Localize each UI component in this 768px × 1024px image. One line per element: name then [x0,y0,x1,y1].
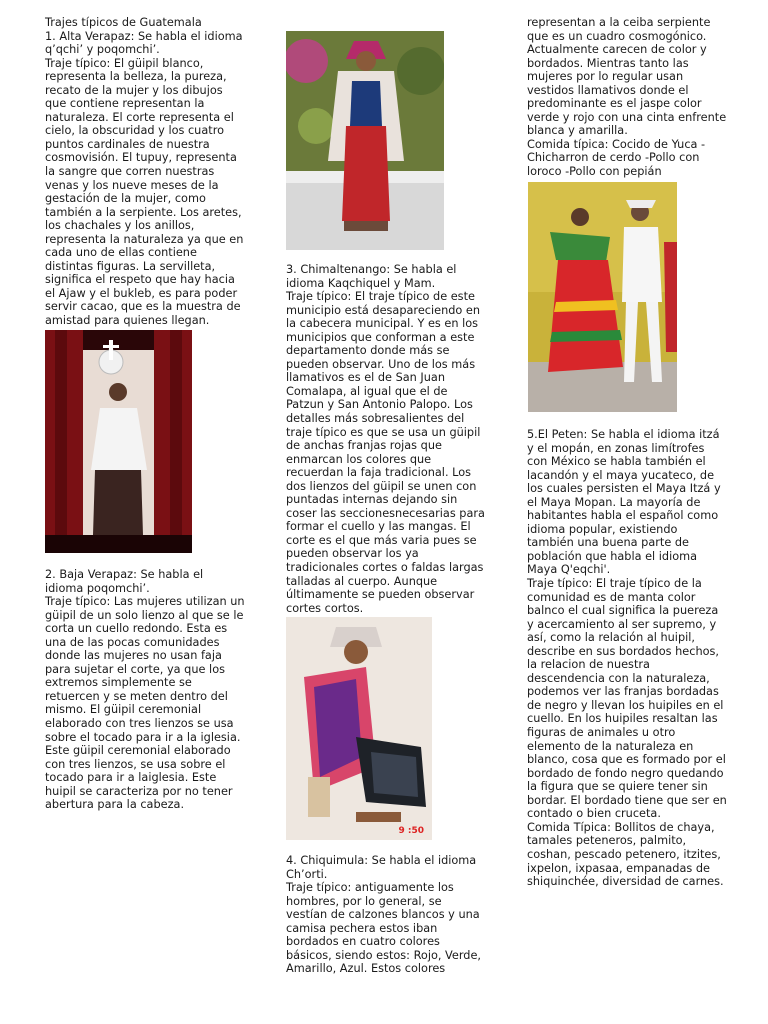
chiquimula-continued-section [527,16,727,179]
chiquimula-body: Traje típico: antiguamente los hombres, por lo general, se vestían de calzones blancos y una camisa pechera estos iban bordados en cuatro colores básicos, siendo estos: Rojo, Verde, Amarillo, Azul. Estos colores [286,881,482,976]
column-1 [45,16,245,328]
chiquimula-block [286,854,486,976]
photo-date-stamp: 9 :50 [398,826,424,836]
alta-verapaz-body: Traje típico: El güipil blanco, representa la belleza, la pureza, recato de la mujer y los dibujos que contiene representan la naturaleza. El corte representa el cielo, la obscuridad y los cuatro puntos cardinales de nuestra cosmovisión. El tupuy, representa la sangre que corren nuestras venas y los nueve meses de la gestación de la mujer, como también a la serpiente. Los aretes, los chachales y los anillos, representa la naturaleza ya que en cada uno de ellas contiene distintas figuras. La servilleta, significa el respeto que hay hacia el Ajaw y el bukleb, es para poder servir cacao, que es la muestra de amistad para quienes llegan. [45,56,244,328]
photo-dancers [528,182,677,412]
photo-alta-verapaz-woman [45,330,192,553]
el-peten-section [527,428,727,889]
el-peten-food: Comida Típica: Bollitos de chaya, tamales peteneros, palmito, coshan, pescado petenero, itzites, ixpelon, ixpasaa, empanadas de shiquinchée, diversidad de carnes. [527,820,724,889]
el-peten-body: Traje típico: El traje típico de la comunidad es de manta color balnco el cual significa la puereza y acercamiento al ser supremo, y así, como la relación al huipil, describe en sus bordados hechos, la relacion de nuestra descendencia con la naturaleza, podemos ver las franjas bordadas de negro y llevan los huipiles en el cuello. En los huipiles resaltan las figuras de animales u otro elemento de la naturaleza en blanco, cosa que es formado por el bordado de fondo negro quedando la figura que se quiere tener sin bordar. El bordado tiene que ser en contado o bien cruceta. [527,577,727,821]
photo-alta-verapaz-costume [286,31,444,250]
baja-verapaz-body: Traje típico: Las mujeres utilizan un güipil de un solo lienzo al que se le corta un cuello redondo. Esta es una de las pocas comunidades donde las mujeres no usan faja para sujetar el corte, ya que los extremos simplemente se retuercen y se meten dentro del mismo. El güipil ceremonial elaborado con tres lienzos se usa sobre el tocado para ir a la iglesia. Este güipil ceremonial elaborado con tres lienzos, se usa sobre el tocado para ir a laiglesia. Este huipil se caracteriza por no tener abertura para la cabeza. [45,595,245,812]
chiquimula-food: Comida típica: Cocido de Yuca -Chicharron de cerdo -Pollo con loroco -Pollo con pepián [527,137,706,179]
chimaltenango-block [286,263,486,615]
alta-verapaz-heading: 1. Alta Verapaz: Se habla el idioma q’qchi’ y poqomchi’. [45,29,243,57]
baja-verapaz-section [45,568,245,812]
chiquimula-heading: 4. Chiquimula: Se habla el idioma Ch’orti. [286,854,477,881]
alta-verapaz-section [45,16,245,328]
el-peten-block [527,428,727,889]
photo-chiquimula-woman [286,617,432,840]
page-title: Trajes típicos de Guatemala [45,16,202,29]
chimaltenango-heading: 3. Chimaltenango: Se habla el idioma Kaqchiquel y Mam. [286,263,457,290]
baja-verapaz-block [45,568,245,812]
chimaltenango-section [286,263,486,615]
chiquimula-continued-body: representan a la ceiba serpiente que es un cuadro cosmogónico. Actualmente carecen de color y bordados. Mientras tanto las mujeres por lo regular usan vestidos llamativos donde el predominante es el jaspe color verde y rojo con una cinta enfrente blanca y amarilla. [527,16,727,138]
chiquimula-continued-block [527,16,727,179]
chimaltenango-body: Traje típico: El traje típico de este municipio está desapareciendo en la cabecera municipal. Y es en los municipios que conforman a este departamento donde más se pueden observar. Uno de los más llamativos es el de San Juan Comalapa, al igual que el de Patzun y San Antonio Palopo. Los detalles más sobresalientes del traje típico es que se usa un güipil de anchas franjas rojas que enmarcan los colores que recuerdan la faja tradicional. Los dos lienzos del güipil se unen con puntadas internas dejando sin coser las seccionesnecesarias para formar el cuello y las mangas. El corte es el que más varia pues se pueden observar los ya tradicionales cortes o faldas largas talladas al cuerpo. Aunque últimamente se pueden observar cortes cortos. [286,290,485,615]
el-peten-heading: 5.El Peten: Se habla el idioma itzá y el mopán, en zonas limítrofes con México se habla también el lacandón y el maya yucateco, de los cuales persisten el Maya Itzá y el Maya Mopan. La mayoría de habitantes habla el español como idioma popular, existiendo también una buena parte de población que habla el idioma Maya Q'eqchi'. [527,428,721,577]
chiquimula-section [286,854,486,976]
baja-verapaz-heading: 2. Baja Verapaz: Se habla el idioma poqomchi’. [45,568,204,595]
